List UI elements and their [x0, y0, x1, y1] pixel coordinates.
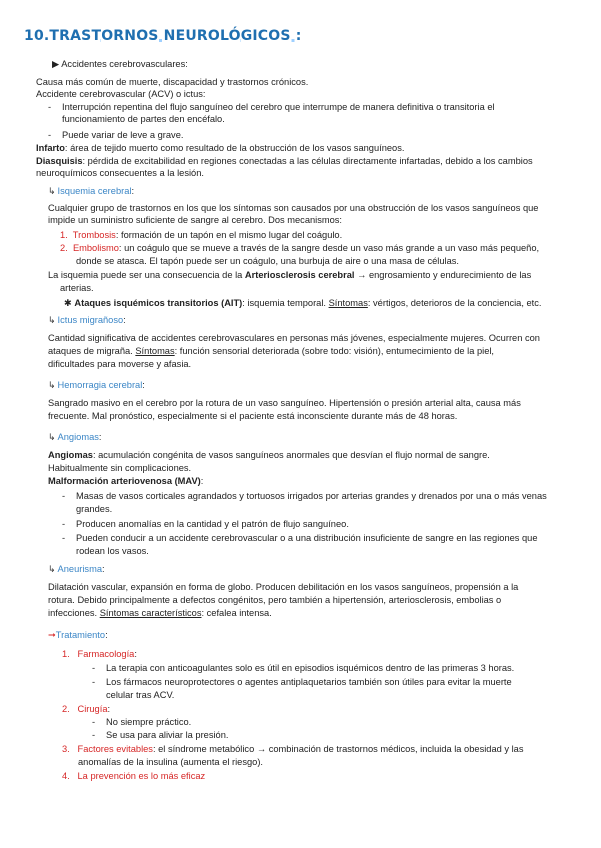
return-arrow-icon: ↳ [48, 380, 56, 390]
mechanism-embolismo: 2. Embolismo: un coágulo que se mueve a través de la sangre desde un vaso más grande a un vaso más pequeño, [60, 243, 540, 253]
return-arrow-icon: ↳ [48, 432, 56, 442]
mav-bullet-3: - Pueden conducir a un accidente cerebrovascular o a una distribución insuficiente de sangre en las regiones que [62, 533, 538, 543]
farmacologia-bullet-2: - Los fármacos neuroprotectores o agentes antiplaquetarios también son útiles para evitar la muerte [92, 677, 512, 687]
treatment-farmacologia: 1. Farmacología: [62, 649, 137, 659]
subheading-hemorragia: ↳ Hemorragia cerebral: [48, 380, 145, 390]
infarto-definition: Infarto: área de tejido muerto como resultado de la obstrucción de los vasos sanguíneos. [36, 143, 405, 153]
aneurisma-p3: infecciones. Síntomas característicos: cefalea intensa. [48, 608, 272, 618]
mav-bullet-3-cont: rodean los vasos. [76, 546, 149, 556]
isquemia-consequence: La isquemia puede ser una consecuencia de la Arteriosclerosis cerebral → engrosamiento y endurecimiento de las [48, 270, 532, 280]
subheading-aneurisma: ↳ Aneurisma: [48, 564, 105, 574]
star-bullet-icon: ✱ [64, 298, 72, 308]
triangle-bullet-icon: ▶ [52, 59, 60, 69]
subheading-ictus: ↳ Ictus migrañoso: [48, 315, 126, 325]
farmacologia-bullet-2-cont: celular tras ACV. [106, 690, 175, 700]
mav-bullet-1: - Masas de vasos corticales agrandados y tortuosos irrigados por arterias grandes y drenados por una o más venas [62, 491, 547, 501]
farmacologia-bullet-1: - La terapia con anticoagulantes solo es útil en episodios isquémicos dentro de las primeras 3 horas. [92, 663, 515, 673]
mav-bullet-2: - Producen anomalías en la cantidad y el patrón de flujo sanguíneo. [62, 519, 349, 529]
ictus-p2: ataques de migraña. Síntomas: función sensorial deteriorada (sobre todo: visión), entumecimiento de la piel, [48, 346, 495, 356]
subheading-angiomas: ↳ Angiomas: [48, 432, 102, 442]
aneurisma-p2: rotura. Debido principalmente a defectos congénitos, pero también a hipertensión, arteriosclerosis, embolias o [48, 595, 502, 605]
ictus-p3: dificultades para moverse y afasia. [48, 359, 192, 369]
ait-definition: ✱ Ataques isquémicos transitorios (AIT): isquemia temporal. Síntomas: vértigos, deterioros de la conciencia, etc. [64, 298, 542, 308]
right-arrow-icon: → [357, 270, 367, 280]
intro-line-1: Causa más común de muerte, discapacidad y trastornos crónicos. [36, 77, 309, 87]
angiomas-line-2: Habitualmente sin complicaciones. [48, 463, 192, 473]
hemorragia-p1: Sangrado masivo en el cerebro por la rotura de un vaso sanguíneo. Hipertensión o presión arterial alta, causa más [48, 398, 521, 408]
treatment-factores: 3. Factores evitables: el síndrome metabólico → combinación de trastornos médicos, incluida la obesidad y las [62, 744, 524, 754]
return-arrow-icon: ↳ [48, 564, 56, 574]
treatment-cirugia: 2. Cirugía: [62, 704, 111, 714]
section-heading-accidentes: ▶ Accidentes cerebrovasculares: [52, 59, 188, 69]
isquemia-p2: impide un suministro suficiente de sangre al cerebro. Dos mecanismos: [48, 215, 343, 225]
return-arrow-icon: ↳ [48, 315, 56, 325]
treatment-factores-cont: anomalías de la insulina (aumenta el riesgo). [78, 757, 264, 767]
cirugia-bullet-1: - No siempre práctico. [92, 717, 192, 727]
ictus-p1: Cantidad significativa de accidentes cerebrovasculares en personas más jóvenes, especialmente mujeres. Ocurren con [48, 333, 540, 343]
angiomas-definition: Angiomas: acumulación congénita de vasos sanguíneos anormales que desvían el flujo normal de sangre. [48, 450, 490, 460]
mechanism-trombosis: 1. Trombosis: formación de un tapón en el mismo lugar del coágulo. [60, 230, 343, 240]
return-arrow-icon: ↳ [48, 186, 56, 196]
treatment-prevencion: 4. La prevención es lo más eficaz [62, 771, 206, 781]
right-arrow-icon: → [256, 744, 267, 754]
mav-bullet-1-cont: grandes. [76, 504, 113, 514]
mav-heading: Malformación arteriovenosa (MAV): [48, 476, 204, 486]
isquemia-consequence-cont: arterias. [60, 283, 94, 293]
mechanism-embolismo-cont: donde se atasca. El tapón puede ser un coágulo, una burbuja de aire o una masa de células. [76, 256, 459, 266]
intro-line-2: Accidente cerebrovascular (ACV) o ictus: [36, 89, 206, 99]
subheading-isquemia: ↳ Isquemia cerebral: [48, 186, 135, 196]
intro-bullet-1-cont: funcionamiento de partes den encéfalo. [62, 114, 225, 124]
aneurisma-p1: Dilatación vascular, expansión en forma de globo. Producen debilitación en los vasos sanguíneos, propensión a la [48, 582, 519, 592]
subheading-tratamiento: ➞Tratamiento: [48, 630, 108, 640]
diasquisis-definition-cont: neuroquímicos consecuentes a la lesión. [36, 168, 204, 178]
page-title: 10.TRASTORNOS NEUROLÓGICOS : [24, 28, 302, 44]
intro-bullet-1: - Interrupción repentina del flujo sanguíneo del cerebro que interrumpe de manera definitiva o transitoria el [48, 102, 495, 112]
isquemia-p1: Cualquier grupo de trastornos en los que los síntomas son causados por una obstrucción de los vasos sanguíneos que [48, 203, 539, 213]
cirugia-bullet-2: - Se usa para aliviar la presión. [92, 730, 229, 740]
right-arrow-icon: ➞ [48, 630, 56, 640]
intro-bullet-2: - Puede variar de leve a grave. [48, 130, 184, 140]
diasquisis-definition: Diasquisis: pérdida de excitabilidad en regiones conectadas a las células directamente infartadas, debido a los cambios [36, 156, 533, 166]
hemorragia-p2: frecuente. Mal pronóstico, especialmente si el paciente está inconsciente durante más de 48 horas. [48, 411, 458, 421]
